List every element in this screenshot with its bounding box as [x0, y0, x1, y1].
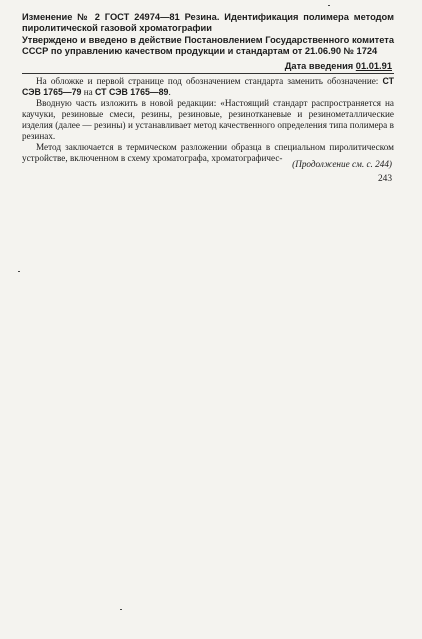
effective-date-value: 01.01.91 — [355, 61, 392, 71]
paragraph-method: Метод заключается в термическом разложении образца в специальном пиролитическом устройстве, включенном в схему хроматографа, хроматографичес- — [22, 142, 394, 163]
paragraph-introduction: Вводную часть изложить в новой редакции: «Настоящий стандарт распространяется на каучуки, резиновые смеси, резины, резиновые, резинотканевые и резинометаллические изделия (далее — резины) и устанавливает метод качественного определения типа полимера в резинах. — [22, 98, 394, 141]
header-divider — [22, 73, 394, 74]
amendment-title: Изменение № 2 ГОСТ 24974—81 Резина. Идентификация полимера методом пиролитической газовой хроматографии — [22, 12, 394, 33]
old-standard-code: СТ СЭВ 1765—79 — [22, 76, 394, 97]
approval-statement: Утверждено и введено в действие Постановлением Государственного комитета СССР по управлению качеством продукции и стандартам от 21.06.90 № 1724 — [22, 35, 394, 56]
body-text — [22, 76, 394, 164]
paragraph-cover-change — [22, 76, 394, 98]
continuation-note: (Продолжение см. с. 244) — [292, 159, 392, 169]
page-number: 243 — [377, 174, 392, 184]
scan-speck — [328, 5, 330, 6]
paragraph1-text-b: на — [81, 87, 96, 97]
scan-speck — [18, 271, 20, 272]
effective-date-line — [285, 61, 392, 72]
new-standard-code: СТ СЭВ 1765—89 — [95, 87, 169, 97]
scan-speck — [120, 609, 122, 610]
paragraph1-text-c: . — [168, 87, 171, 97]
effective-date-label: Дата введения — [284, 61, 354, 71]
paragraph1-text-a: На обложке и первой странице под обозначением стандарта заменить обозначение: — [36, 76, 383, 86]
